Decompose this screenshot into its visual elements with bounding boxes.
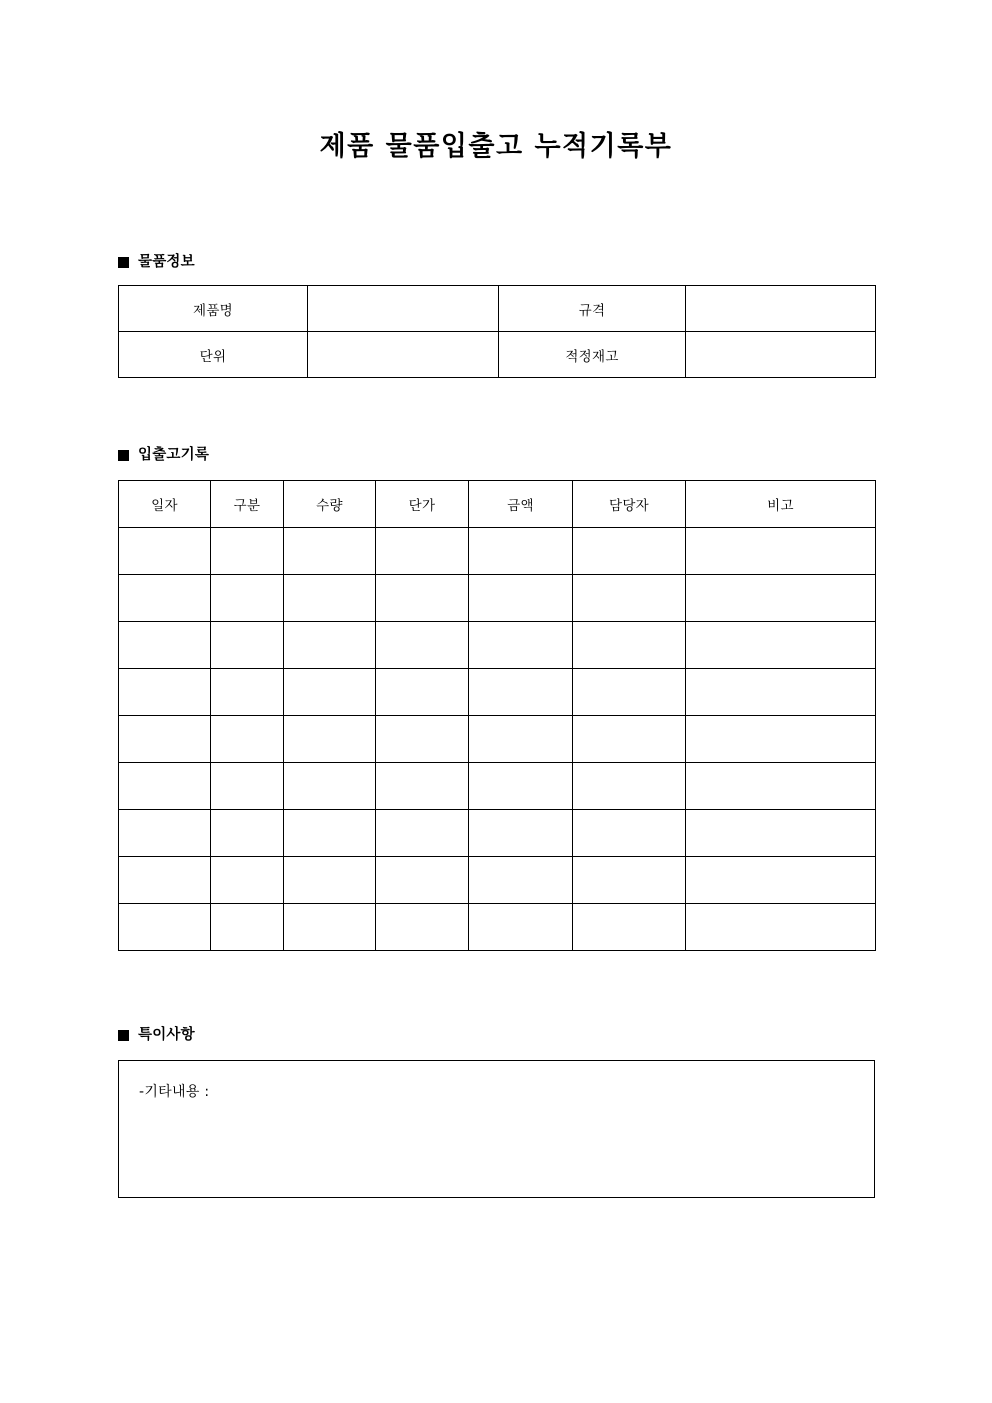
io-record-cell-date[interactable]: [119, 669, 211, 716]
section-heading-item-info: [118, 255, 195, 270]
io-record-cell-amount[interactable]: [469, 763, 573, 810]
io-record-cell-unit-price[interactable]: [376, 716, 469, 763]
column-header-type: 구분: [211, 481, 284, 528]
io-record-cell-note[interactable]: [686, 575, 876, 622]
io-record-cell-type[interactable]: [211, 810, 284, 857]
section-heading-io-record: [118, 448, 209, 463]
io-record-cell-type[interactable]: [211, 716, 284, 763]
square-bullet-icon: [118, 450, 129, 461]
io-record-cell-person-in-charge[interactable]: [573, 669, 686, 716]
io-record-cell-type[interactable]: [211, 528, 284, 575]
item-info-label-proper-stock: 적정재고: [499, 332, 686, 378]
section-heading-remarks: [118, 1028, 195, 1043]
page-title: 제품 물품입출고 누적기록부: [319, 131, 673, 162]
io-record-cell-note[interactable]: [686, 669, 876, 716]
io-record-cell-unit-price[interactable]: [376, 622, 469, 669]
table-row: [119, 857, 876, 904]
io-record-cell-note[interactable]: [686, 528, 876, 575]
io-record-cell-date[interactable]: [119, 528, 211, 575]
io-record-body: [119, 528, 876, 951]
io-record-cell-date[interactable]: [119, 575, 211, 622]
io-record-cell-type[interactable]: [211, 857, 284, 904]
column-header-date: 일자: [119, 481, 211, 528]
io-record-cell-person-in-charge[interactable]: [573, 904, 686, 951]
io-record-cell-date[interactable]: [119, 810, 211, 857]
io-record-cell-note[interactable]: [686, 857, 876, 904]
io-record-cell-quantity[interactable]: [284, 575, 376, 622]
remarks-body-label: -기타내용 :: [139, 1084, 210, 1100]
table-row: [119, 810, 876, 857]
io-record-cell-amount[interactable]: [469, 810, 573, 857]
table-header-row: [119, 481, 876, 528]
io-record-cell-date[interactable]: [119, 763, 211, 810]
table-row: [119, 716, 876, 763]
io-record-cell-amount[interactable]: [469, 716, 573, 763]
section-heading-label: 특이사항: [138, 1027, 195, 1043]
io-record-cell-unit-price[interactable]: [376, 810, 469, 857]
io-record-cell-unit-price[interactable]: [376, 763, 469, 810]
item-info-label-spec: 규격: [499, 286, 686, 332]
item-info-value-proper-stock[interactable]: [686, 332, 876, 378]
item-info-label-unit: 단위: [119, 332, 308, 378]
io-record-cell-person-in-charge[interactable]: [573, 763, 686, 810]
remarks-textbox[interactable]: [118, 1060, 875, 1198]
column-header-unit-price: 단가: [376, 481, 469, 528]
io-record-cell-quantity[interactable]: [284, 904, 376, 951]
io-record-cell-person-in-charge[interactable]: [573, 810, 686, 857]
item-info-value-unit[interactable]: [308, 332, 499, 378]
io-record-cell-date[interactable]: [119, 904, 211, 951]
table-row: [119, 763, 876, 810]
column-header-person-in-charge: 담당자: [573, 481, 686, 528]
item-info-value-product-name[interactable]: [308, 286, 499, 332]
io-record-cell-unit-price[interactable]: [376, 904, 469, 951]
io-record-cell-note[interactable]: [686, 622, 876, 669]
io-record-cell-quantity[interactable]: [284, 857, 376, 904]
table-row: [119, 904, 876, 951]
column-header-amount: 금액: [469, 481, 573, 528]
table-row: [119, 669, 876, 716]
io-record-cell-type[interactable]: [211, 622, 284, 669]
io-record-cell-type[interactable]: [211, 763, 284, 810]
io-record-cell-quantity[interactable]: [284, 622, 376, 669]
io-record-cell-unit-price[interactable]: [376, 857, 469, 904]
table-row: [119, 528, 876, 575]
io-record-cell-amount[interactable]: [469, 904, 573, 951]
io-record-cell-date[interactable]: [119, 716, 211, 763]
io-record-table: [118, 480, 876, 951]
section-heading-label: 물품정보: [138, 254, 195, 270]
io-record-cell-quantity[interactable]: [284, 763, 376, 810]
io-record-cell-date[interactable]: [119, 857, 211, 904]
io-record-cell-person-in-charge[interactable]: [573, 528, 686, 575]
io-record-cell-note[interactable]: [686, 904, 876, 951]
io-record-cell-person-in-charge[interactable]: [573, 622, 686, 669]
item-info-table: [118, 285, 876, 378]
io-record-cell-date[interactable]: [119, 622, 211, 669]
io-record-cell-quantity[interactable]: [284, 716, 376, 763]
io-record-cell-person-in-charge[interactable]: [573, 857, 686, 904]
io-record-cell-quantity[interactable]: [284, 528, 376, 575]
column-header-note: 비고: [686, 481, 876, 528]
io-record-cell-note[interactable]: [686, 763, 876, 810]
section-heading-label: 입출고기록: [138, 447, 210, 463]
io-record-cell-person-in-charge[interactable]: [573, 716, 686, 763]
io-record-cell-type[interactable]: [211, 904, 284, 951]
io-record-cell-type[interactable]: [211, 575, 284, 622]
io-record-cell-amount[interactable]: [469, 857, 573, 904]
square-bullet-icon: [118, 1030, 129, 1041]
io-record-cell-note[interactable]: [686, 716, 876, 763]
table-row: [119, 575, 876, 622]
table-row: [119, 332, 876, 378]
io-record-cell-unit-price[interactable]: [376, 575, 469, 622]
io-record-cell-amount[interactable]: [469, 575, 573, 622]
io-record-cell-unit-price[interactable]: [376, 669, 469, 716]
io-record-cell-note[interactable]: [686, 810, 876, 857]
io-record-cell-person-in-charge[interactable]: [573, 575, 686, 622]
io-record-cell-quantity[interactable]: [284, 669, 376, 716]
table-row: [119, 622, 876, 669]
table-row: [119, 286, 876, 332]
io-record-cell-amount[interactable]: [469, 669, 573, 716]
item-info-label-product-name: 제품명: [119, 286, 308, 332]
io-record-cell-amount[interactable]: [469, 528, 573, 575]
square-bullet-icon: [118, 257, 129, 268]
io-record-cell-type[interactable]: [211, 669, 284, 716]
io-record-cell-quantity[interactable]: [284, 810, 376, 857]
io-record-cell-unit-price[interactable]: [376, 528, 469, 575]
item-info-value-spec[interactable]: [686, 286, 876, 332]
io-record-cell-amount[interactable]: [469, 622, 573, 669]
column-header-quantity: 수량: [284, 481, 376, 528]
